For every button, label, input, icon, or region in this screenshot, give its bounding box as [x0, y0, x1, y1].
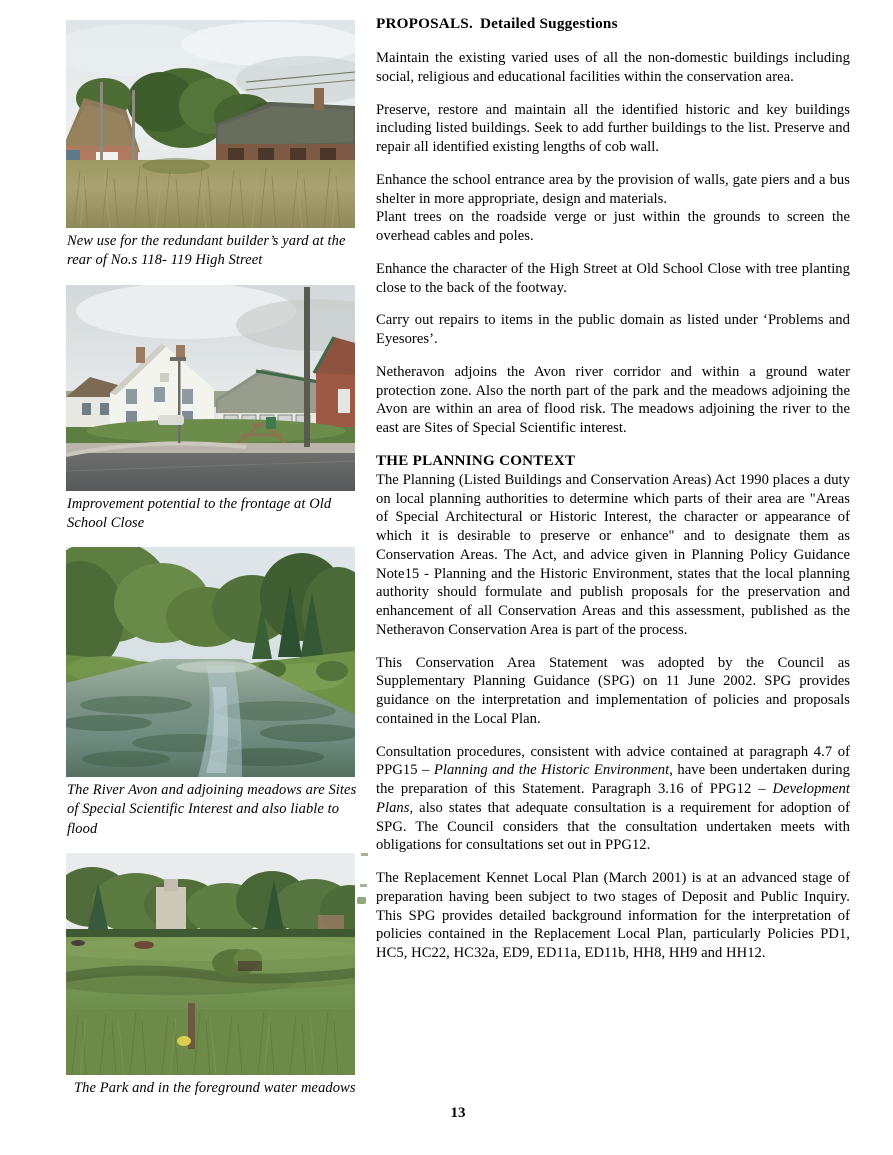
consultation-text-c: , also states that adequate consultation is a requirement for adoption of SPG. The Council considers that the consultation undertaken meets with obligations for consultations set out in PPG12.: [376, 799, 850, 854]
old-school-close-photo: [66, 285, 355, 491]
proposals-heading-main: PROPOSALS.: [376, 15, 473, 32]
planning-context-paragraph: [376, 743, 850, 856]
park-water-meadows-photo: [66, 853, 355, 1075]
proposal-paragraph: Plant trees on the roadside verge or just within the grounds to screen the overhead cables and poles.: [376, 209, 850, 244]
consultation-text-a: Consultation procedures, consistent with advice contained at paragraph 4.7 of PPG15 –: [376, 743, 850, 779]
scan-artifact: [357, 897, 366, 904]
figure-old-school-close: [66, 285, 358, 534]
figure-caption: New use for the redundant builder’s yard at the rear of No.s 118- 119 High Street: [67, 233, 346, 269]
planning-context-paragraph: The Replacement Kennet Local Plan (March 2001) is at an advanced stage of preparation having been subject to two stages of Deposit and Public Inquiry. This SPG provides detailed background information for the interpretation of policies contained in the Replacement Local Plan, particularly Policies PD1, HC5, HC22, HC32a, ED9, ED11a, ED11b, HH8, HH9 and HH12.: [376, 870, 850, 961]
proposal-paragraph: Enhance the school entrance area by the provision of walls, gate piers and a bus shelter in more appropriate, design and materials.: [376, 171, 850, 207]
builders-yard-photo: [66, 20, 355, 228]
planning-context-heading: THE PLANNING CONTEXT: [376, 452, 576, 469]
figure-river-avon: [66, 547, 358, 839]
proposal-paragraph: Maintain the existing varied uses of all the non-domestic buildings including social, religious and educational facilities within the conservation area.: [376, 50, 850, 85]
proposal-paragraph: Preserve, restore and maintain all the identified historic and key buildings including listed buildings. Seek to add further buildings to the list. Preserve and repair all identified existing lengths of cob wall.: [376, 101, 850, 155]
proposal-paragraph: Enhance the character of the High Street at Old School Close with tree planting close to the back of the footway.: [376, 260, 850, 296]
consultation-text-b: , have been undertaken during the preparation of this Statement. Paragraph 3.16 of PPG12 –: [376, 762, 850, 797]
ppg12-title: Development Plans: [376, 781, 850, 816]
planning-context-paragraph: This Conservation Area Statement was adopted by the Council as Supplementary Planning Guidance (SPG) on 11 June 2002. SPG provides guidance on the interpretation and implementation of policies and proposals contained in the Local Plan.: [376, 654, 850, 727]
figure-park-water-meadows: [66, 853, 358, 1098]
figure-caption: Improvement potential to the frontage at Old School Close: [67, 495, 332, 531]
figure-caption: The River Avon and adjoining meadows are Sites of Special Scientific Interest and also liable to flood: [67, 782, 357, 837]
planning-context-paragraph: The Planning (Listed Buildings and Conservation Areas) Act 1990 places a duty on local planning authorities to determine which parts of their area are "Areas of Special Architectural or Historic Interest, the character or appearance of which it is desirable to preserve or enhance" and to designate them as Conservation Areas. The Act, and advice given in Planning Policy Guidance Note15 - Planning and the Historic Environment, states that the local planning authority should formulate and publish proposals for the preservation and enhancement of all Conservation Areas and this assessment, published as the Netheravon Conservation Area is part of the process.: [376, 471, 850, 638]
scan-artifact: [361, 853, 368, 856]
proposal-paragraph: Carry out repairs to items in the public domain as listed under ‘Problems and Eyesores’.: [376, 312, 850, 347]
ppg15-title: Planning and the Historic Environment: [433, 762, 670, 779]
proposal-paragraph: Netheravon adjoins the Avon river corridor and within a ground water protection zone. Also the north part of the park and the meadows adjoining the Avon are within an area of flood risk. The meadows adjoining the river to the east are Sites of Special Scientific interest.: [376, 363, 850, 436]
proposals-heading: [376, 14, 850, 33]
figure-caption: The Park and in the foreground water meadows: [74, 1079, 356, 1096]
proposals-heading-sub: Detailed Suggestions: [479, 15, 618, 32]
page-number-value: 13: [450, 1105, 466, 1121]
text-column: [376, 14, 850, 977]
scan-artifact: [360, 884, 367, 887]
river-avon-photo: [66, 547, 355, 777]
photo-column: [66, 20, 358, 1112]
figure-builders-yard: [66, 20, 358, 271]
page-number: [0, 1105, 893, 1122]
